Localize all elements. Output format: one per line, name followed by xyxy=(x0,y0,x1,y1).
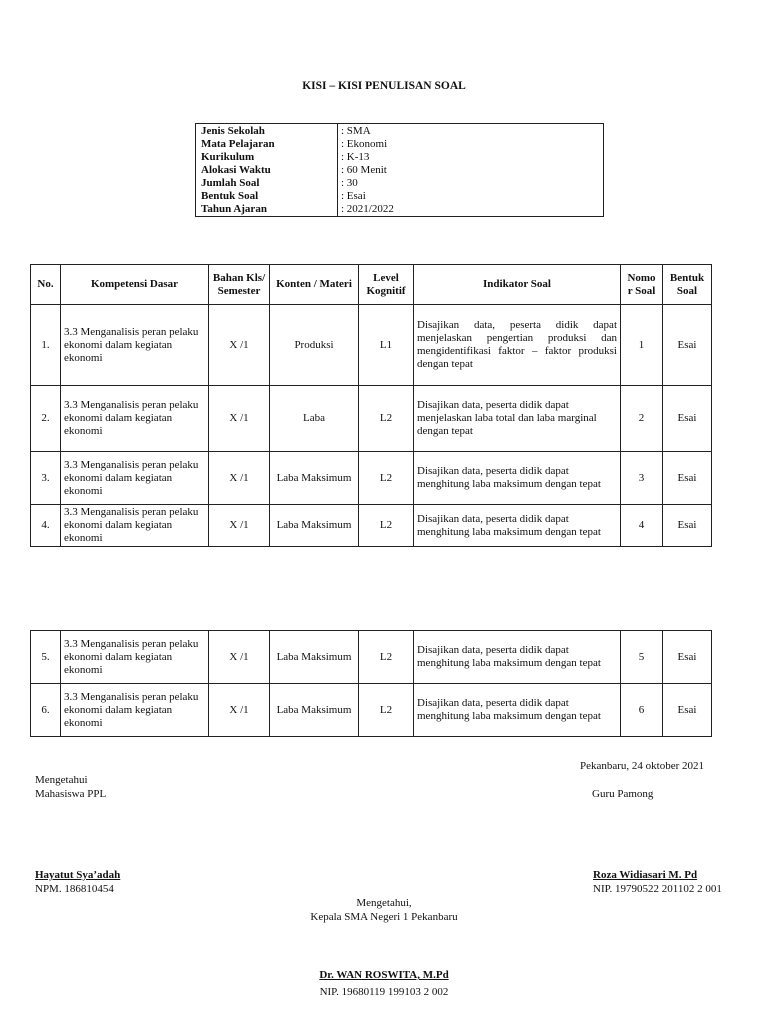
kisi-table xyxy=(30,264,712,547)
info-label: Kurikulum xyxy=(201,151,255,163)
cell-nomor-soal: 5 xyxy=(621,631,663,684)
principal-name: Dr. WAN ROSWITA, M.Pd xyxy=(319,969,449,981)
cell-bentuk-soal: Esai xyxy=(663,505,712,547)
header-nomor-soal: Nomo r Soal xyxy=(621,265,663,305)
header-konten-materi: Konten / Materi xyxy=(270,265,359,305)
cell-nomor-soal: 4 xyxy=(621,505,663,547)
table-header-row xyxy=(31,265,712,305)
teacher-id: NIP. 19790522 201102 2 001 xyxy=(593,883,722,895)
cell-bahan-kelas: X /1 xyxy=(209,505,270,547)
cell-bahan-kelas: X /1 xyxy=(209,631,270,684)
cell-no: 2. xyxy=(31,386,61,452)
table-row xyxy=(31,452,712,505)
cell-indikator-soal: Disajikan data, peserta didik dapat menghitung laba maksimum dengan tepat xyxy=(414,505,621,547)
cell-kompetensi-dasar: 3.3 Menganalisis peran pelaku ekonomi dalam kegiatan ekonomi xyxy=(61,684,209,737)
cell-indikator-soal: Disajikan data, peserta didik dapat menghitung laba maksimum dengan tepat xyxy=(414,631,621,684)
cell-konten-materi: Laba Maksimum xyxy=(270,631,359,684)
cell-indikator-soal: Disajikan data, peserta didik dapat menghitung laba maksimum dengan tepat xyxy=(414,684,621,737)
cell-kompetensi-dasar: 3.3 Menganalisis peran pelaku ekonomi dalam kegiatan ekonomi xyxy=(61,505,209,547)
cell-konten-materi: Laba Maksimum xyxy=(270,505,359,547)
cell-nomor-soal: 6 xyxy=(621,684,663,737)
info-label: Tahun Ajaran xyxy=(201,203,267,215)
principal-acknowledge: Mengetahui, xyxy=(356,897,412,909)
principal-role: Kepala SMA Negeri 1 Pekanbaru xyxy=(310,911,458,923)
info-row-kurikulum xyxy=(196,151,603,164)
principal-id: NIP. 19680119 199103 2 002 xyxy=(319,986,449,998)
teacher-role: Guru Pamong xyxy=(592,788,654,800)
cell-no: 4. xyxy=(31,505,61,547)
info-value: : 30 xyxy=(341,177,358,189)
header-kompetensi-dasar: Kompetensi Dasar xyxy=(61,265,209,305)
info-value: : SMA xyxy=(341,125,371,137)
cell-level-kognitif: L1 xyxy=(359,305,414,386)
cell-indikator-soal: Disajikan data, peserta didik dapat menjelaskan pengertian produksi dan mengidentifikasi faktor – faktor produksi dengan tepat xyxy=(414,305,621,386)
info-row-jenis-sekolah xyxy=(196,125,603,138)
cell-nomor-soal: 2 xyxy=(621,386,663,452)
identity-box xyxy=(195,123,604,217)
cell-bentuk-soal: Esai xyxy=(663,684,712,737)
cell-bahan-kelas: X /1 xyxy=(209,684,270,737)
cell-no: 1. xyxy=(31,305,61,386)
info-row-alokasi-waktu xyxy=(196,164,603,177)
header-bahan-kelas: Bahan Kls/ Semester xyxy=(209,265,270,305)
info-label: Bentuk Soal xyxy=(201,190,259,202)
cell-kompetensi-dasar: 3.3 Menganalisis peran pelaku ekonomi dalam kegiatan ekonomi xyxy=(61,631,209,684)
cell-bahan-kelas: X /1 xyxy=(209,452,270,505)
cell-level-kognitif: L2 xyxy=(359,452,414,505)
cell-indikator-soal: Disajikan data, peserta didik dapat menghitung laba maksimum dengan tepat xyxy=(414,452,621,505)
info-label: Alokasi Waktu xyxy=(201,164,271,176)
table-row xyxy=(31,631,712,684)
info-value: : 2021/2022 xyxy=(341,203,394,215)
table-row xyxy=(31,386,712,452)
cell-level-kognitif: L2 xyxy=(359,386,414,452)
header-no: No. xyxy=(31,265,61,305)
cell-bentuk-soal: Esai xyxy=(663,305,712,386)
student-id: NPM. 186810454 xyxy=(35,883,114,895)
cell-bahan-kelas: X /1 xyxy=(209,305,270,386)
info-row-tahun-ajaran xyxy=(196,203,603,216)
kisi-table-continued xyxy=(30,630,712,737)
info-label: Jumlah Soal xyxy=(201,177,260,189)
acknowledge-label: Mengetahui xyxy=(35,774,88,786)
info-row-jumlah-soal xyxy=(196,177,603,190)
place-date: Pekanbaru, 24 oktober 2021 xyxy=(580,760,705,772)
document-title: KISI – KISI PENULISAN SOAL xyxy=(302,80,466,92)
cell-indikator-soal: Disajikan data, peserta didik dapat menjelaskan laba total dan laba marginal dengan tepat xyxy=(414,386,621,452)
cell-no: 5. xyxy=(31,631,61,684)
info-row-mata-pelajaran xyxy=(196,138,603,151)
teacher-name: Roza Widiasari M. Pd xyxy=(593,869,698,881)
cell-kompetensi-dasar: 3.3 Menganalisis peran pelaku ekonomi dalam kegiatan ekonomi xyxy=(61,305,209,386)
table-row xyxy=(31,684,712,737)
cell-konten-materi: Laba Maksimum xyxy=(270,684,359,737)
cell-bahan-kelas: X /1 xyxy=(209,386,270,452)
cell-no: 3. xyxy=(31,452,61,505)
header-bentuk-soal: Bentuk Soal xyxy=(663,265,712,305)
cell-level-kognitif: L2 xyxy=(359,505,414,547)
cell-nomor-soal: 1 xyxy=(621,305,663,386)
cell-bentuk-soal: Esai xyxy=(663,452,712,505)
cell-nomor-soal: 3 xyxy=(621,452,663,505)
info-value: : 60 Menit xyxy=(341,164,387,176)
cell-bentuk-soal: Esai xyxy=(663,631,712,684)
student-name: Hayatut Sya’adah xyxy=(35,869,121,881)
cell-kompetensi-dasar: 3.3 Menganalisis peran pelaku ekonomi dalam kegiatan ekonomi xyxy=(61,452,209,505)
cell-no: 6. xyxy=(31,684,61,737)
info-value: : Ekonomi xyxy=(341,138,388,150)
cell-bentuk-soal: Esai xyxy=(663,386,712,452)
cell-level-kognitif: L2 xyxy=(359,684,414,737)
cell-konten-materi: Produksi xyxy=(270,305,359,386)
table-row xyxy=(31,505,712,547)
cell-kompetensi-dasar: 3.3 Menganalisis peran pelaku ekonomi dalam kegiatan ekonomi xyxy=(61,386,209,452)
header-indikator-soal: Indikator Soal xyxy=(414,265,621,305)
table-row xyxy=(31,305,712,386)
info-label: Mata Pelajaran xyxy=(201,138,275,150)
student-role: Mahasiswa PPL xyxy=(35,788,107,800)
principal-name-wrap xyxy=(234,968,534,982)
info-label: Jenis Sekolah xyxy=(201,125,265,137)
cell-konten-materi: Laba xyxy=(270,386,359,452)
info-row-bentuk-soal xyxy=(196,190,603,203)
cell-konten-materi: Laba Maksimum xyxy=(270,452,359,505)
cell-level-kognitif: L2 xyxy=(359,631,414,684)
info-value: : K-13 xyxy=(341,151,370,163)
info-value: : Esai xyxy=(341,190,366,202)
header-level-kognitif: Level Kognitif xyxy=(359,265,414,305)
